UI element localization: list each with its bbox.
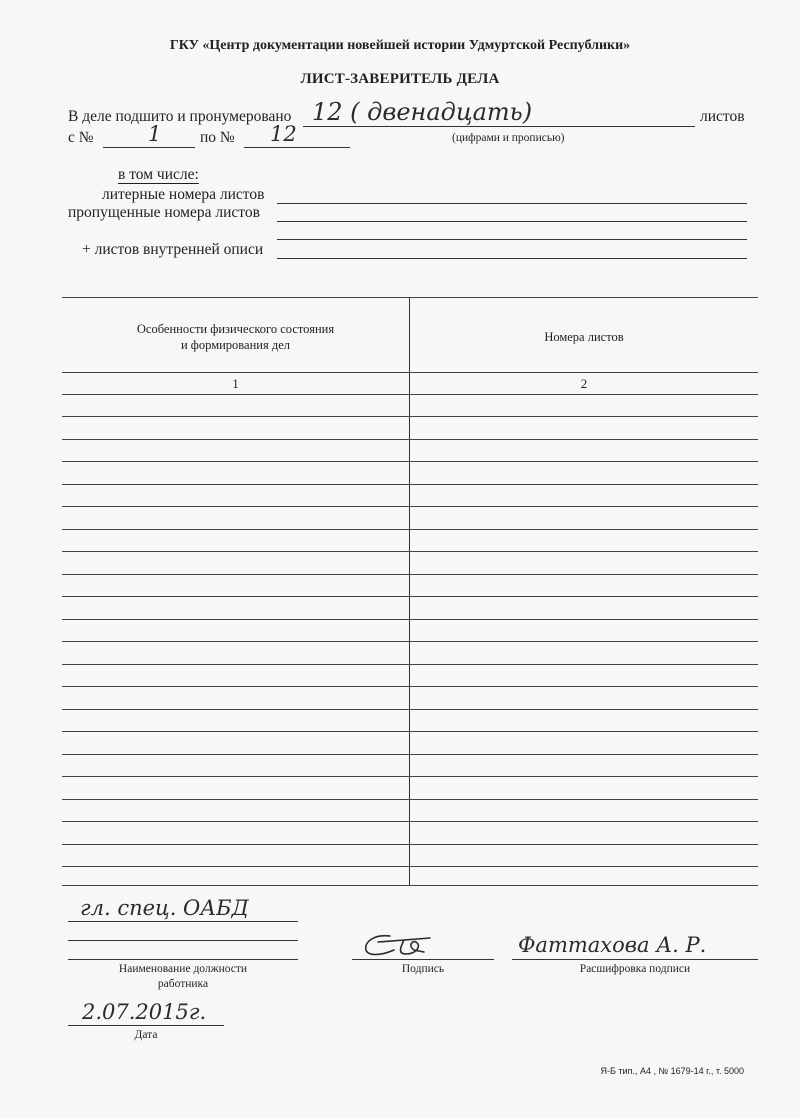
including-label: в том числе: [118,166,199,183]
table-row-rule [62,731,758,732]
table-row-rule [62,506,758,507]
table-row-rule [62,574,758,575]
table-row-rule [62,885,758,886]
table-row-rule [62,439,758,440]
table-row-rule [62,551,758,552]
position-handwritten: гл. спец. ОАБД [80,896,249,920]
date-caption: Дата [134,1029,158,1041]
skipped-label: пропущенные номера листов [68,204,260,221]
col1-header-line1: Особенности физического состояния [136,322,335,336]
date-handwritten: 2.07.2015г. [82,1000,207,1024]
table-row-rule [62,866,758,867]
decoding-caption: Расшифровка подписи [579,963,691,975]
table-row-rule [62,799,758,800]
col1-header-line2: и формирования дел [180,338,290,352]
table-row-rule [62,484,758,485]
sheets-count-line [303,126,695,127]
from-value-handwritten: 1 [148,122,162,146]
table-row-rule [62,686,758,687]
table-row-rule [62,641,758,642]
position-line-1 [68,921,298,922]
position-caption-line1: Наименование должности [118,963,248,975]
table-row-rule [62,776,758,777]
institution-header: ГКУ «Центр документации новейшей истории Удмуртской Республики» [169,38,631,53]
position-caption-line2: работника [157,978,209,990]
sheets-suffix: листов [700,108,745,125]
position-caption [68,962,298,992]
print-footer: Я-Б тип., А4 , № 1679-14 г., т. 5000 [600,1066,744,1076]
sheets-count-handwritten: 12 ( двенадцать) [312,98,533,126]
table-row-rule [62,664,758,665]
inventory-label: + листов внутренней описи [82,241,264,258]
col2-number: 2 [580,376,588,391]
to-label: по № [200,129,235,146]
col1-number: 1 [232,376,239,391]
signature-caption: Подпись [401,963,445,975]
table-row-rule [62,529,758,530]
table-row-rule [62,596,758,597]
lettered-label: литерные номера листов [102,186,265,203]
position-line-3 [68,959,298,960]
table-row-rule [62,844,758,845]
to-line [244,147,350,148]
date-line [68,1025,224,1026]
document-title: ЛИСТ-ЗАВЕРИТЕЛЬ ДЕЛА [300,71,500,87]
table-row-rule [62,394,758,395]
table-row-rule [62,619,758,620]
signature-line [352,959,494,960]
from-label: с № [68,129,94,146]
skipped-line-2 [277,239,747,240]
col2-header: Номера листов [544,330,624,344]
col1-header [62,321,409,353]
skipped-line [277,221,747,222]
table-row-rule [62,372,758,373]
to-value-handwritten: 12 [270,122,297,146]
decoding-line [512,959,758,960]
table-row-rule [62,754,758,755]
inventory-line [277,258,747,259]
table-top-rule [62,297,758,298]
position-line-2 [68,940,298,941]
decoding-handwritten: Фаттахова А. Р. [518,933,707,957]
from-line [103,147,195,148]
table-row-rule [62,709,758,710]
table-row-rule [62,416,758,417]
table-row-rule [62,821,758,822]
lettered-line [277,203,747,204]
digits-hint: (цифрами и прописью) [452,132,565,144]
sheets-label: В деле подшито и пронумеровано [68,108,292,125]
table-row-rule [62,461,758,462]
